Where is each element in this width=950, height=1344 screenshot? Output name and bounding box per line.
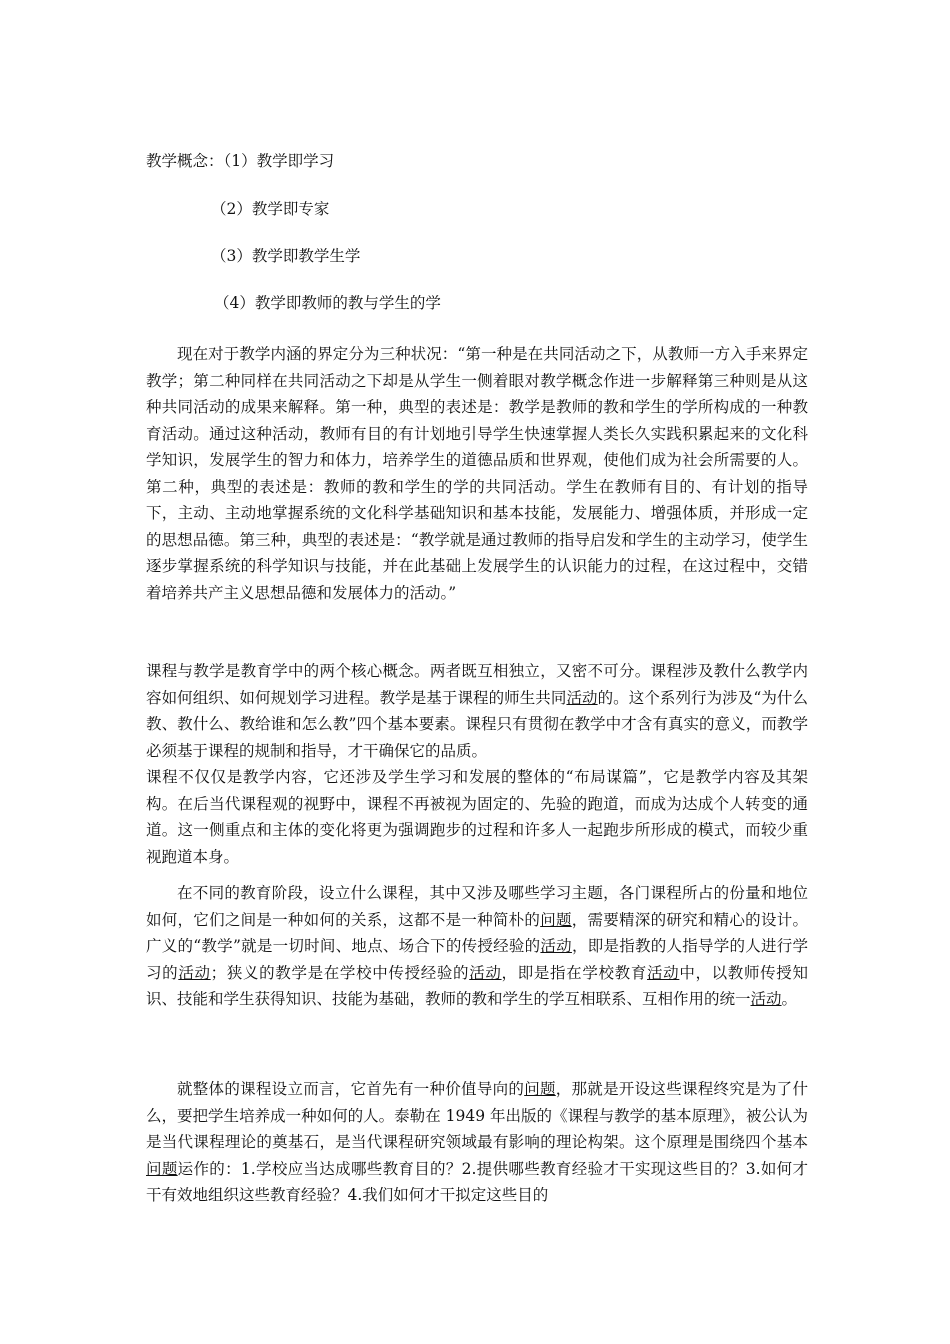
link-activity[interactable]: 活动 [647, 963, 680, 982]
text-run: 在不同的教育阶段，设立什么课程，其中又涉及哪些学习主题，各门课程所占的份量和地位如何，它们之间是一种如何的关系，这都不是一种简朴的 [146, 884, 808, 929]
concept-item-1: （1）教学即学习 [223, 152, 335, 170]
text-run: 的。这个系列行为涉及“为什么教、教什么、教给谁和怎么教”四个基本要素。课程只有贯彻在教学中才含有真实的意义，而教学必须基于课程的规制和指导，才干确保它的品质。 [146, 688, 808, 760]
text-run: 中，以教师传授知识、技能和学生获得知识、技能为基础，教师的教和学生的学互相联系、互相作用的统一 [146, 963, 808, 1008]
text-run: ，即是指在学校教育 [501, 963, 647, 982]
link-problem[interactable]: 问题 [524, 1080, 556, 1098]
paragraph-curriculum-teaching [146, 658, 808, 764]
text-run: 运作的：1.学校应当达成哪些教育目的？2.提供哪些教育经验才干实现这些目的？3.如何才干有效地组织这些教育经验？4.我们如何才干拟定这些目的 [146, 1159, 808, 1204]
link-activity[interactable]: 活动 [566, 688, 598, 707]
text-run: ；狭义的教学是在学校中传授经验的 [210, 963, 470, 982]
paragraph-tyler-rationale [146, 1076, 808, 1209]
text-run: 。 [781, 990, 798, 1008]
concept-item-4: （4）教学即教师的教与学生的学 [214, 294, 441, 312]
paragraph-education-stages [146, 880, 808, 1013]
link-activity[interactable]: 活动 [540, 937, 572, 955]
text-run: ，需要精深的研究和精心的设计。广义的“教学”就是一切时间、地点、场合下的传授经验的 [146, 910, 808, 955]
text-run: ，那就是开设这些课程终究是为了什么，要把学生培养成一种如何的人。泰勒在 1949 年出版的《课程与教学的基本原理》，被公认为是当代课程理论的奠基石，是当代课程研究领域最有影响的理论构架。这个原理是围绕四个基本 [146, 1080, 808, 1151]
link-activity[interactable]: 活动 [750, 990, 782, 1008]
text-run: 课程与教学是教育学中的两个核心概念。两者既互相独立，又密不可分。课程涉及教什么教学内容如何组织、如何规划学习进程。教学是基于课程的师生共同 [146, 662, 808, 707]
text-run: 就整体的课程设立而言，它首先有一种价值导向的 [177, 1080, 525, 1098]
link-activity[interactable]: 活动 [469, 963, 502, 982]
link-problem[interactable]: 问题 [146, 1159, 178, 1178]
link-problem[interactable]: 问题 [540, 910, 572, 929]
link-activity[interactable]: 活动 [178, 963, 211, 982]
text-run: ，即是指教的人指导学的人进行学习的 [146, 937, 808, 982]
concept-item-3: （3）教学即教学生学 [211, 247, 361, 265]
concept-item-2: （2）教学即专家 [211, 200, 330, 218]
paragraph-curriculum-structure: 课程不仅仅是教学内容，它还涉及学生学习和发展的整体的“布局谋篇”，它是教学内容及其架构。在后当代课程观的视野中，课程不再被视为固定的、先验的跑道，而成为达成个人转变的通道。这一侧重点和主体的变化将更为强调跑步的过程和许多人一起跑步所形成的模式，而较少重视跑道本身。 [146, 768, 808, 866]
paragraph-definitions: 现在对于教学内涵的界定分为三种状况：“第一种是在共同活动之下，从教师一方入手来界定教学；第二种同样在共同活动之下却是从学生一侧着眼对教学概念作进一步解释第三种则是从这种共同活动的成果来解释。第一种，典型的表述是：教学是教师的教和学生的学所构成的一种教育活动。通过这种活动，教师有目的有计划地引导学生快速掌握人类长久实践积累起来的文化科学知识，发展学生的智力和体力，培养学生的道德品质和世界观，使他们成为社会所需要的人。第二种，典型的表述是：教师的教和学生的学的共同活动。学生在教师有目的、有计划的指导下，主动、主动地掌握系统的文化科学基础知识和基本技能，发展能力、增强体质，并形成一定的思想品德。第三种，典型的表述是：“教学就是通过教师的指导启发和学生的主动学习，使学生逐步掌握系统的科学知识与技能，并在此基础上发展学生的认识能力的过程，在这过程中，交错着培养共产主义思想品德和发展体力的活动。” [146, 345, 808, 602]
teaching-concepts-heading [146, 148, 334, 174]
concepts-title: 教学概念： [146, 152, 224, 170]
